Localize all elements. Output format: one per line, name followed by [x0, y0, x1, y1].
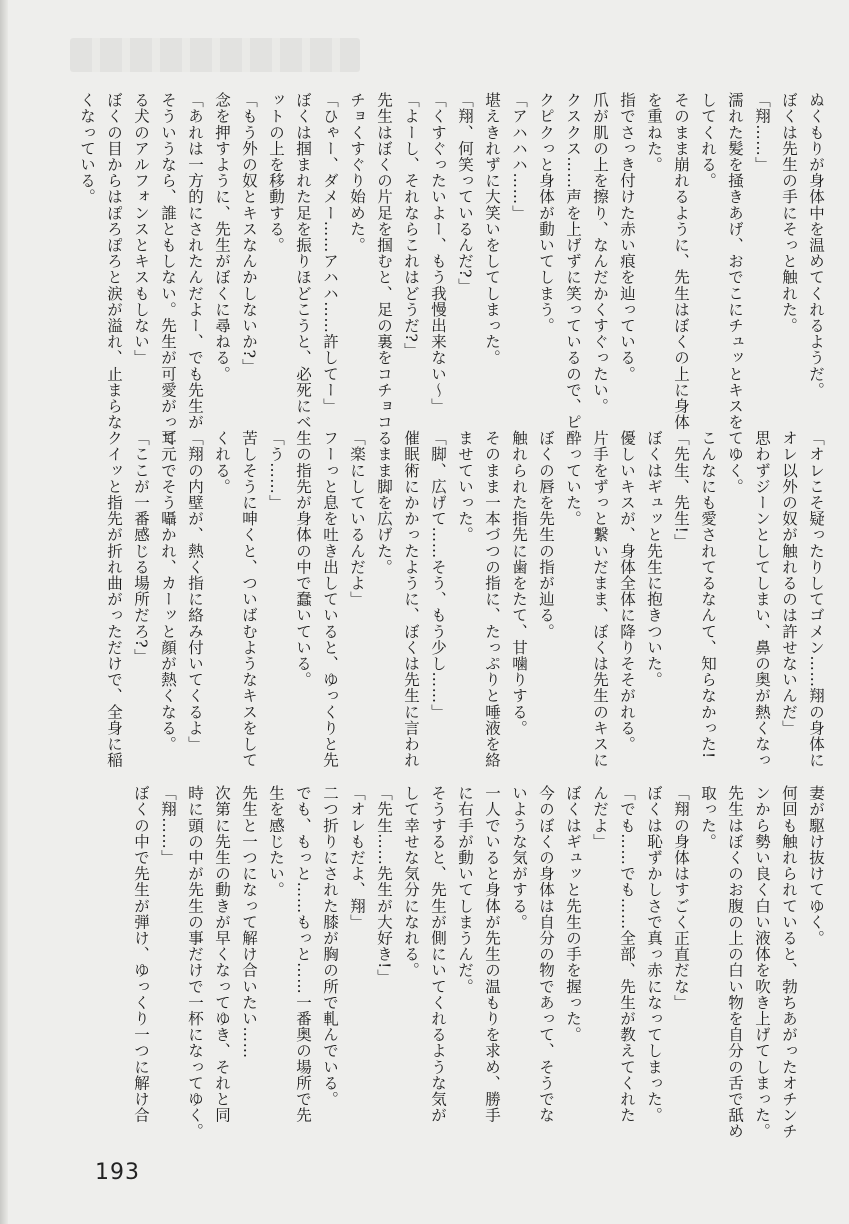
faint-header-show-through	[70, 38, 360, 72]
text-block-middle: 「オレこそ疑ったりしてゴメン……翔の身体に オレ以外の奴が触れるのは許せないんだ」 思わずジーンとしてしまい、鼻の奥が熱くなっ てゆく。 こんなにも愛されてるなんて、知らなかった! 「先生、先生!」 ぼくはギュッと先生に抱きついた。 優しいキスが、身体全体に降りそそがれる。 片手をずっと繋いだまま、ぼくは先生のキスに 酔っていた。 ぼくの唇を先生の指が辿る。 触れられた指先に歯をたて、甘噛りする。 そのまま一本づつの指に、たっぷりと唾液を絡 ませていった。 「脚、広げて……そう、もう少し……」 催眠術にかかったように、ぼくは先生に言われ るまま脚を広げた。 「楽にしているんだよ」 フーっと息を吐き出していると、ゆっくりと先 生の指先が身体の中で蠢いている。 「う……」 苦しそうに呻くと、ついばむようなキスをして くれる。 「翔の内壁が、熱く指に絡み付いてくるよ」 耳元でそう囁かれ、カーッと顔が熱くなる。 「ここが一番感じる場所だろ?」 クイッと指先が折れ曲がっただけで、全身に稲	[105, 430, 825, 769]
text-block-lower: 妻が駆け抜けてゆく。 何回も触れられていると、勃ちあがったオチンチ ンから勢い良く白い液体を吹き上げてしまった。 先生はぼくのお腹の上の白い物を自分の舌で舐め 取った。 「翔の身体はすごく正直だな」 ぼくは恥ずかしさで真っ赤になってしまった。 「でも……でも……全部、先生が教えてくれた んだよ」 ぼくはギュッと先生の手を握った。 今のぼくの身体は自分の物であって、そうでな いような気がする。 一人でいると身体が先生の温もりを求め、勝手 に右手が動いてしまうんだ。 そうすると、先生が側にいてくれるような気が して幸せな気分になれる。 「先生……先生が大好き!」 「オレもだよ、翔」 二つ折りにされた膝が胸の所で軋んでいる。 でも、もっと……もっと……一番奥の場所で先 生を感じたい。 先生と一つになって解け合いたい…… 次第に先生の動きが早くなってゆき、それと同 時に頭の中が先生の事だけで一杯になってゆく。 「翔……」 ぼくの中で先生が弾け、ゆっくり一つに解け合	[132, 785, 825, 1140]
page-edge-shadow	[0, 0, 8, 1224]
text-block-upper: ぬくもりが身体中を温めてくれるようだ。 ぼくは先生の手にそっと触れた。 「翔……」 濡れた髪を掻きあげ、おでこにチュッとキスを してくれる。 そのまま崩れるように、先生はぼくの上に身体 を重ねた。 指でさっき付けた赤い痕を辿っている。 爪が肌の上を擦り、なんだかくすぐったい。 クスクス……声を上げずに笑っているので、ピ クピクっと身体が動いてしまう。 「アハハハ……」 堪えきれずに大笑いをしてしまった。 「翔、何笑っているんだ?」 「くすぐったいよー、もう我慢出来ない〜」 「よーし、それならこれはどうだ?」 先生はぼくの片足を掴むと、足の裏をコチョコ チョくすぐり始めた。 「ひゃー、ダメー……アハハ……許してー」 ぼくは掴まれた足を振りほどこうと、必死にベ ットの上を移動する。 「もう外の奴とキスなんかしないか?」 念を押すように、先生がぼくに尋ねる。 「あれは一方的にされたんだよー、でも先生が そういうなら、誰ともしない。先生が可愛がって る犬のアルフォンスとキスもしない」 ぼくの目からはぽろぽろと涙が溢れ、止まらな くなっている。	[78, 92, 825, 447]
page-number: 193	[95, 1160, 140, 1185]
